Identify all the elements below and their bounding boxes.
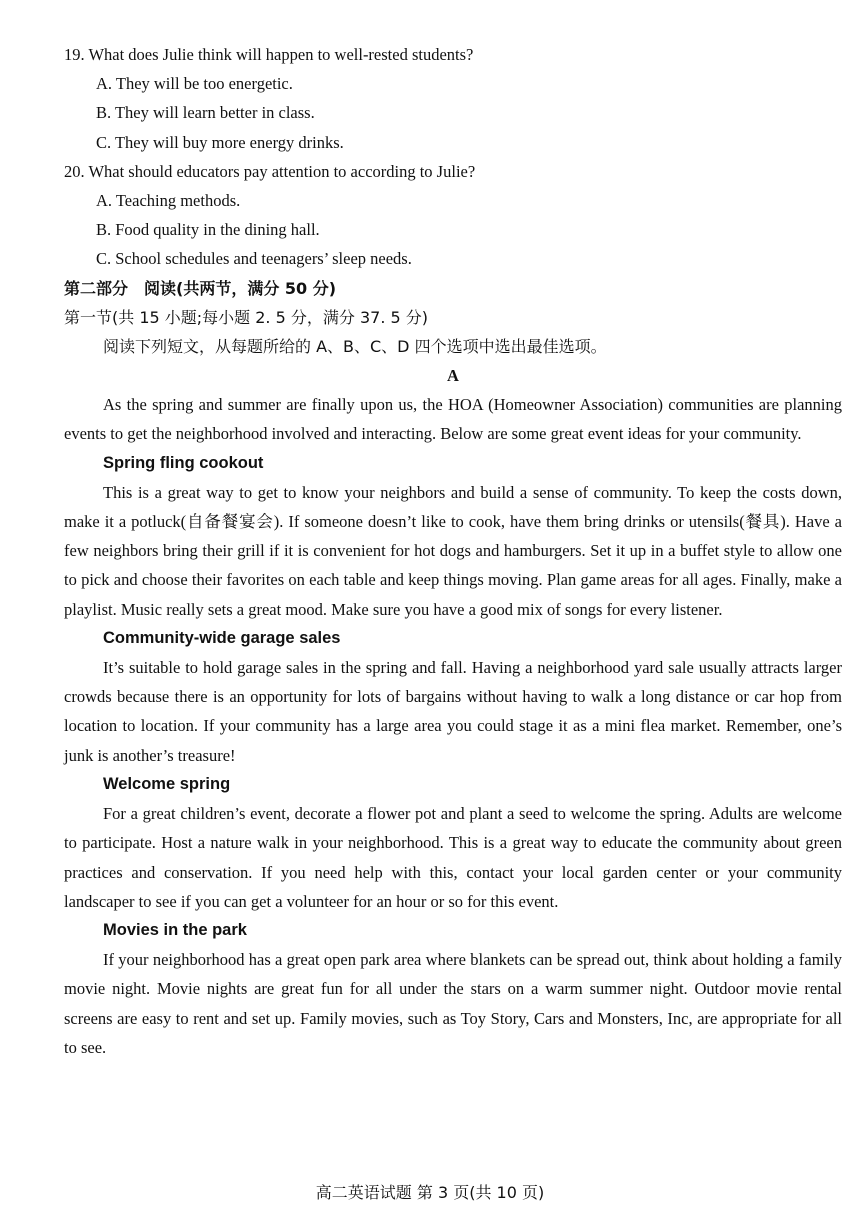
section-heading-cookout: Spring fling cookout [103, 453, 264, 472]
question-19-option-b: B. They will learn better in class. [96, 103, 315, 123]
section-body-cookout: This is a great way to get to know your neighbors and build a sense of community. To keep the costs down, make it a potluck(自备餐宴会). If someone doesn’t like to cook, have them bring drinks or utensils(餐具). Have a few neighbors bring their grill if it is convenient for hot dogs and hamburgers. Set it up in a buffet style to allow one to pick and choose their favorites on each table and keep things moving. Plan game areas for all ages. Finally, make a playlist. Music really sets a great mood. Make sure you have a good mix of songs for every listener. [64, 482, 842, 619]
question-19-stem: 19. What does Julie think will happen to well-rested students? [64, 45, 474, 64]
part-two-title: 第二部分 阅读(共两节，满分 50 分) [64, 278, 337, 298]
passage-intro: As the spring and summer are finally upon us, the HOA (Homeowner Association) communities are planning events to get the neighborhood involved and interacting. Below are some great event ideas for your community. [64, 395, 842, 444]
question-20-stem: 20. What should educators pay attention to according to Julie? [64, 161, 476, 181]
question-19-option-c: C. They will buy more energy drinks. [96, 132, 344, 152]
question-19-option-a: A. They will be too energetic. [96, 74, 293, 94]
passage-letter: A [447, 366, 459, 386]
exam-page [64, 40, 842, 1062]
instruction: 阅读下列短文，从每题所给的 A、B、C、D 四个选项中选出最佳选项。 [103, 336, 607, 356]
section-body-welcome-spring: For a great children’s event, decorate a flower pot and plant a seed to welcome the spring. Adults are welcome to participate. Host a nature walk in your neighborhood. This is a great way to educate the community about green practices and conservation. If you need help with this, contact your local garden center or your community landscaper to see if you can get a volunteer for an hour or so for this event. [64, 804, 842, 911]
question-20-option-b: B. Food quality in the dining hall. [96, 220, 320, 240]
page-footer: 高二英语试题 第 3 页(共 10 页) [315, 1183, 545, 1202]
question-20-option-a: A. Teaching methods. [96, 190, 241, 210]
section-body-garage-sales: It’s suitable to hold garage sales in the spring and fall. Having a neighborhood yard sale usually attracts larger crowds because there is an opportunity for lots of bargains without having to walk a long distance or car hop from location to location. If your community has a large area you could stage it as a mini flea market. Remember, one’s junk is another’s treasure! [64, 658, 842, 765]
question-20-option-c: C. School schedules and teenagers’ sleep needs. [96, 249, 412, 269]
section-one-title: 第一节(共 15 小题;每小题 2. 5 分，满分 37. 5 分) [64, 307, 428, 327]
section-heading-garage-sales: Community-wide garage sales [103, 628, 341, 647]
section-body-movies: If your neighborhood has a great open park area where blankets can be spread out, think about holding a family movie night. Movie nights are great fun for all under the stars on a warm summer night. Outdoor movie rental screens are easy to rent and set up. Family movies, such as Toy Story, Cars and Monsters, Inc, are appropriate for all to see. [64, 950, 842, 1057]
section-heading-movies: Movies in the park [103, 920, 247, 939]
section-heading-welcome-spring: Welcome spring [103, 774, 231, 793]
